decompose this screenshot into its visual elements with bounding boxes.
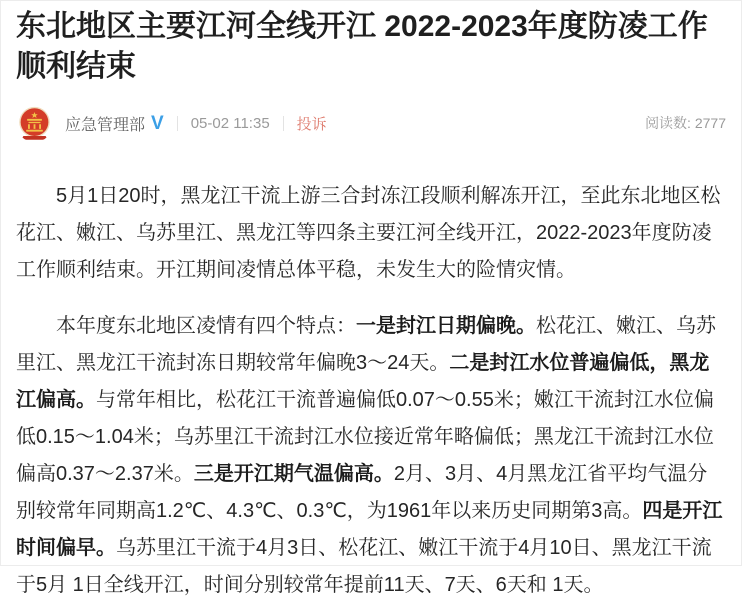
read-count-value: 2777 [694, 115, 726, 131]
read-count-label: 阅读数: [645, 115, 691, 131]
paragraph2-intro: 本年度东北地区凌情有四个特点： [56, 315, 356, 337]
article-paragraph-2 [16, 308, 726, 604]
author-avatar-emblem-icon[interactable] [16, 105, 53, 142]
paragraph2-point3-text: 2月、3月、4月黑龙江省平均气温分别较常年同期高1.2℃、4.3℃、0.3℃，为1961年以来历史同期第3高。 [16, 463, 708, 522]
article-body [16, 178, 726, 604]
paragraph2-point2-text: 与常年相比，松花江干流普遍偏低0.07～0.55米；嫩江干流封江水位偏低0.15～1.04米；乌苏里江干流封江水位接近常年略偏低；黑龙江干流封江水位偏高0.37～2.37米。 [16, 389, 714, 485]
paragraph2-point4-heading: 四是开江时间偏早。 [16, 500, 723, 559]
article-paragraph-1: 5月1日20时，黑龙江干流上游三合封冻江段顺利解冻开江，至此东北地区松花江、嫩江、乌苏里江、黑龙江等四条主要江河全线开江，2022-2023年度防凌工作顺利结束。开江期间凌情总体平稳，未发生大的险情灾情。 [16, 185, 721, 281]
article-page [1, 1, 741, 604]
paragraph2-point2-heading: 二是封江水位普遍偏低，黑龙江偏高。 [16, 352, 710, 411]
publish-timestamp: 05-02 11:35 [190, 114, 270, 132]
report-link[interactable]: 投诉 [296, 115, 327, 133]
author-name[interactable]: 应急管理部 [65, 116, 146, 134]
paragraph2-point1-heading: 一是封江日期偏晚。 [356, 315, 536, 337]
paragraph2-point3-heading: 三是开江期气温偏高。 [193, 463, 394, 485]
meta-divider [283, 116, 284, 131]
meta-divider [177, 116, 178, 131]
article-meta-bar [16, 104, 726, 142]
page-title: 东北地区主要江河全线开江 2022-2023年度防凌工作顺利结束 [16, 10, 708, 83]
verified-badge-icon: V [151, 112, 164, 134]
paragraph2-point4-text: 乌苏里江干流于4月3日、松花江、嫩江干流于4月10日、黑龙江干流于5月 1日全线开江，时间分别较常年提前11天、7天、6天和 1天。 [16, 537, 712, 596]
read-count [645, 113, 726, 133]
paragraph2-point1-text: 松花江、嫩江、乌苏里江、黑龙江干流封冻日期较常年偏晚3～24天。 [16, 315, 716, 374]
